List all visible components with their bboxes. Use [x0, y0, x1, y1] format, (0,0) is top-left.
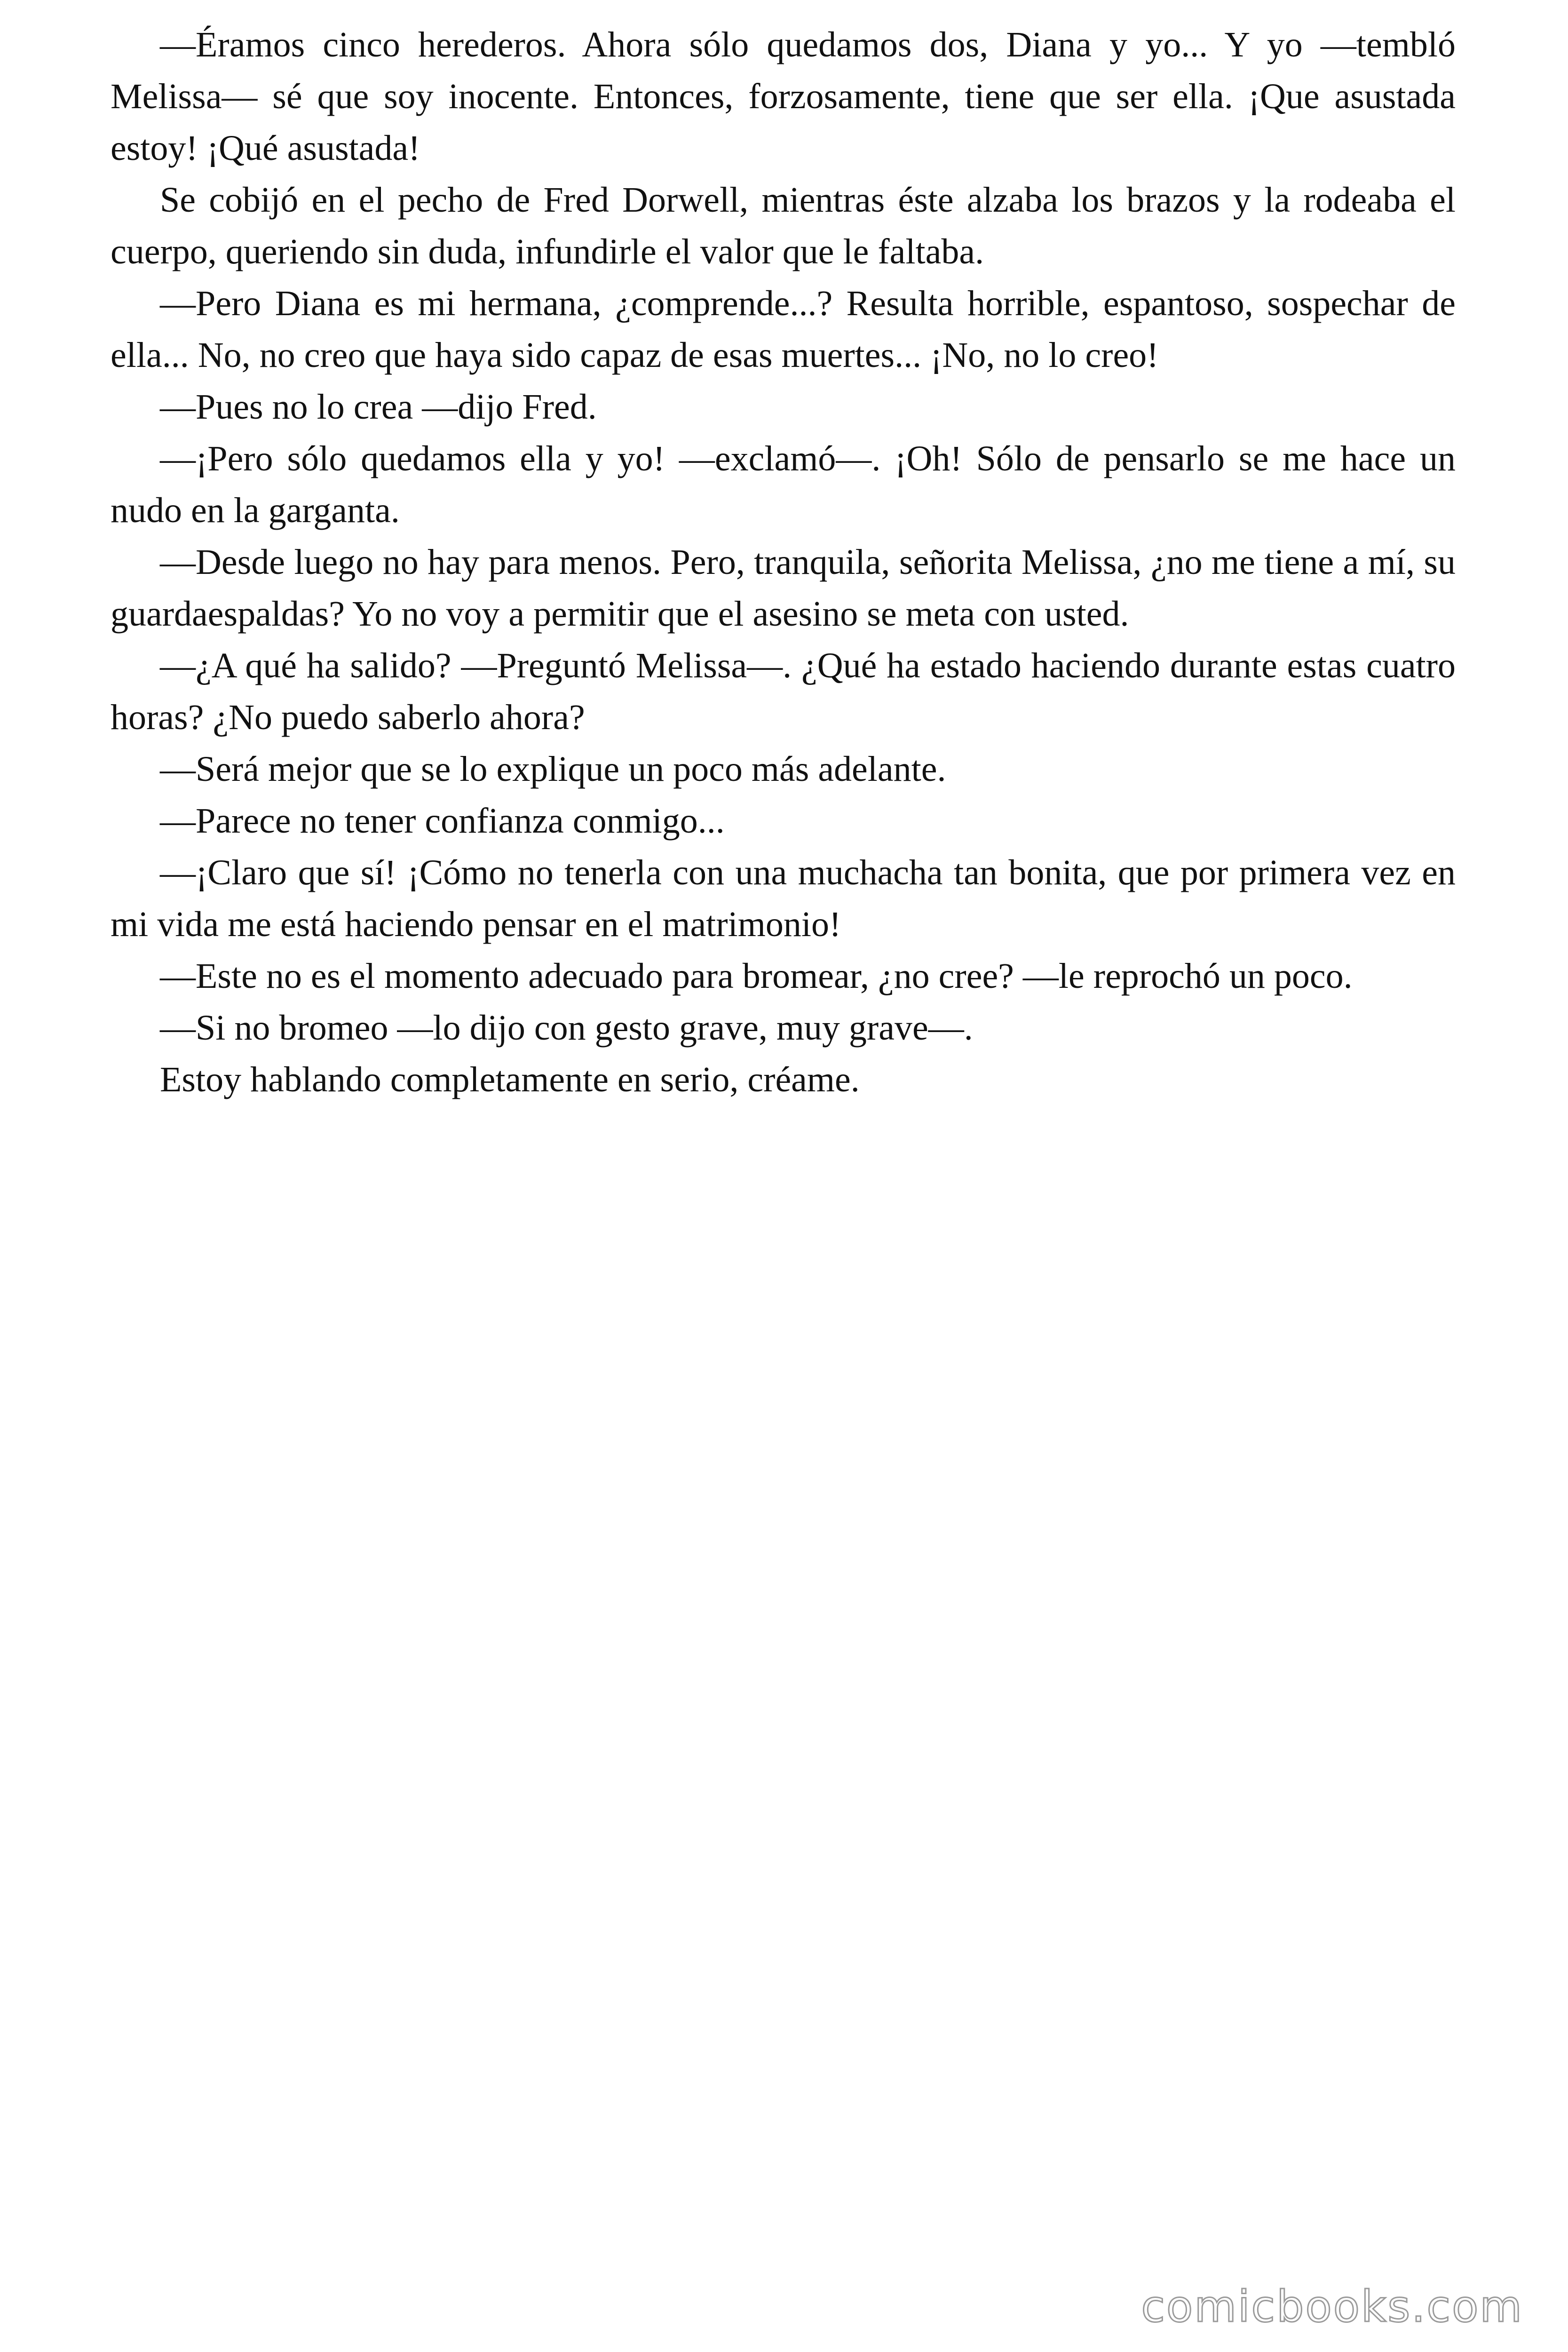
paragraph-12: —Si no bromeo —lo dijo con gesto grave, muy grave—.	[160, 1008, 973, 1048]
paragraph-2: Se cobijó en el pecho de Fred Dorwell, mientras éste alzaba los brazos y la rodeaba el cuerpo, queriendo sin duda, infundirle el valor que le faltaba.	[111, 180, 1456, 271]
paragraph-13: Estoy hablando completamente en serio, créame.	[160, 1060, 860, 1099]
paragraph-3: —Pero Diana es mi hermana, ¿comprende...? Resulta horrible, espantoso, sospechar de ella... No, no creo que haya sido capaz de esas muertes... ¡No, no lo creo!	[111, 284, 1456, 375]
body-text	[111, 19, 1456, 1105]
paragraph-6: —Desde luego no hay para menos. Pero, tranquila, señorita Melissa, ¿no me tiene a mí, su guardaespaldas? Yo no voy a permitir que el asesino se meta con usted.	[111, 542, 1456, 634]
paragraph-11: —Este no es el momento adecuado para bromear, ¿no cree? —le reprochó un poco.	[160, 956, 1353, 996]
paragraph-9: —Parece no tener confianza conmigo...	[160, 801, 725, 841]
paragraph-10: —¡Claro que sí! ¡Cómo no tenerla con una muchacha tan bonita, que por primera vez en mi vida me está haciendo pensar en el matrimonio!	[111, 853, 1456, 944]
paragraph-4: —Pues no lo crea —dijo Fred.	[160, 387, 597, 427]
paragraph-1: —Éramos cinco herederos. Ahora sólo quedamos dos, Diana y yo... Y yo —tembló Melissa— sé que soy inocente. Entonces, forzosamente, tiene que ser ella. ¡Que asustada estoy! ¡Qué asustada!	[111, 25, 1456, 168]
paragraph-5: —¡Pero sólo quedamos ella y yo! —exclamó—. ¡Oh! Sólo de pensarlo se me hace un nudo en la garganta.	[111, 439, 1456, 530]
watermark-logo: comicbooks.com	[1141, 2281, 1523, 2332]
paragraph-8: —Será mejor que se lo explique un poco más adelante.	[160, 749, 946, 789]
paragraph-7: —¿A qué ha salido? —Preguntó Melissa—. ¿Qué ha estado haciendo durante estas cuatro horas? ¿No puedo saberlo ahora?	[111, 646, 1456, 737]
